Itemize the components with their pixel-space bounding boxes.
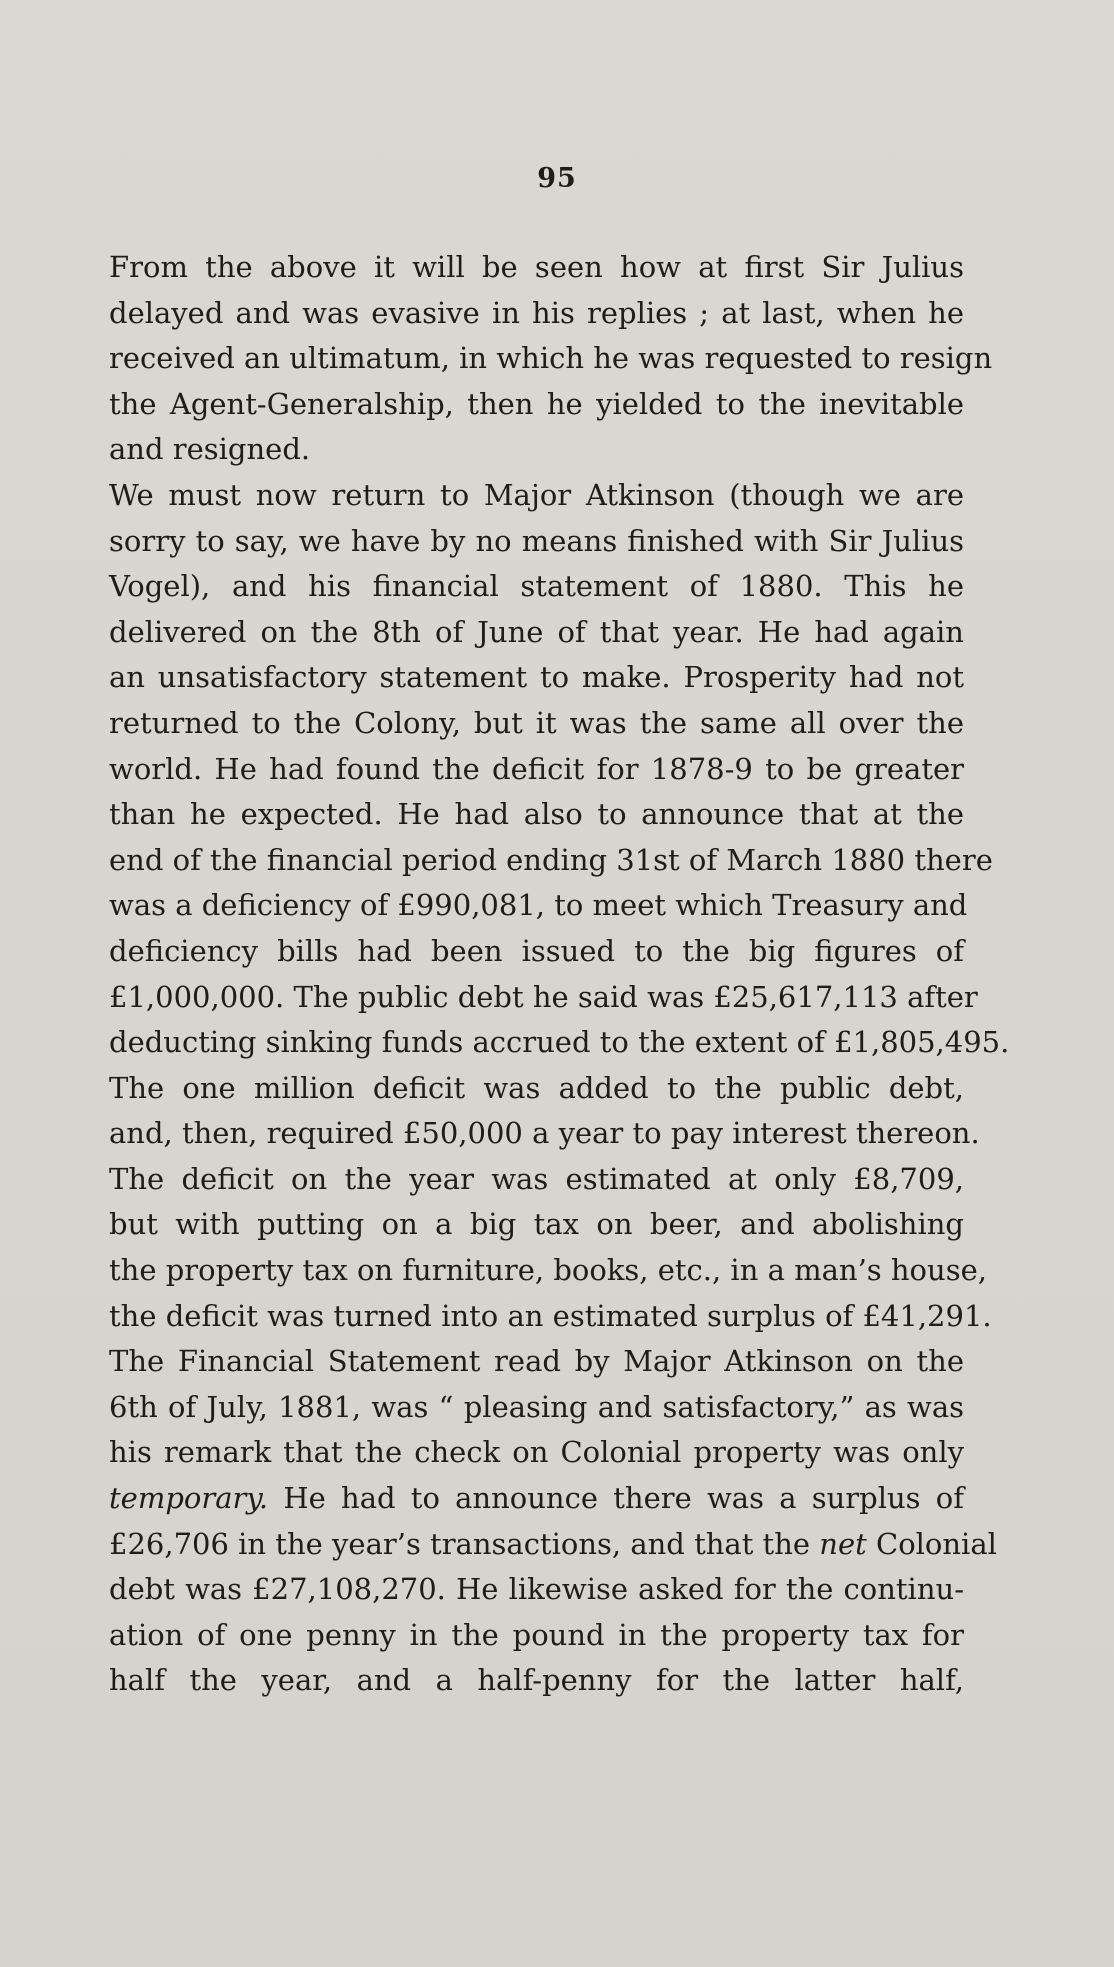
text-line: debt was £27,108,270. He likewise asked for the continu- (109, 1572, 964, 1607)
text-line-italic-start (109, 1476, 964, 1522)
italic-word: temporary. (109, 1481, 269, 1516)
text-line: Vogel), and his financial statement of 1880. This he (109, 569, 964, 604)
text-line: sorry to say, we have by no means finished with Sir Julius (109, 523, 964, 558)
text-line: deficiency bills had been issued to the big figures of (109, 933, 964, 968)
text-line: and, then, required £50,000 a year to pay interest thereon. (109, 1116, 980, 1151)
text-line: £1,000,000. The public debt he said was £25,617,113 after (109, 979, 978, 1014)
body-text (109, 245, 1010, 1704)
text-line: The deficit on the year was estimated at only £8,709, (109, 1161, 964, 1196)
page-number: 95 (537, 163, 577, 194)
text-line: and resigned. (109, 432, 311, 467)
text-line: returned to the Colony, but it was the same all over the (109, 705, 964, 740)
paragraph-3 (109, 1339, 997, 1704)
text-line: received an ultimatum, in which he was requested to resign (109, 341, 993, 376)
text-line: ation of one penny in the pound in the property tax for (109, 1617, 964, 1652)
text-line: an unsatisfactory statement to make. Prosperity had not (109, 660, 964, 695)
italic-word: net (819, 1526, 867, 1561)
text-line: delivered on the 8th of June of that year. He had again (109, 614, 964, 649)
text-line: The Financial Statement read by Major Atkinson on the (109, 1344, 964, 1379)
text-line: than he expected. He had also to announce that at the (109, 797, 964, 832)
line-before: £26,706 in the year’s transactions, and that the (109, 1526, 820, 1561)
text-line: delayed and was evasive in his replies ; at last, when he (109, 295, 964, 330)
paragraph-2 (109, 473, 1010, 1339)
text-line: 6th of July, 1881, was “ pleasing and satisfactory,” as was (109, 1389, 964, 1424)
text-line: The one million deficit was added to the public debt, (109, 1070, 964, 1105)
text-line: was a deficiency of £990,081, to meet which Treasury and (109, 888, 968, 923)
text-line: but with putting on a big tax on beer, and abolishing (109, 1207, 964, 1242)
text-line: world. He had found the deficit for 1878-9 to be greater (109, 751, 964, 786)
text-line: the Agent-Generalship, then he yielded to the inevitable (109, 386, 964, 421)
text-line: end of the financial period ending 31st of March 1880 there (109, 842, 993, 877)
paragraph-1 (109, 245, 993, 473)
text-line: From the above it will be seen how at first Sir Julius (109, 250, 964, 284)
text-line-net (109, 1522, 997, 1568)
text-line: his remark that the check on Colonial property was only (109, 1435, 964, 1470)
text-line: the property tax on furniture, books, etc., in a man’s house, (109, 1253, 987, 1288)
text-line: We must now return to Major Atkinson (though we are (109, 477, 964, 512)
text-line: deducting sinking funds accrued to the extent of £1,805,495. (109, 1025, 1010, 1060)
text-line: the deficit was turned into an estimated surplus of £41,291. (109, 1298, 992, 1333)
line-after: Colonial (866, 1526, 997, 1561)
text-line: half the year, and a half-penny for the latter half, (109, 1663, 964, 1698)
line-remainder: He had to announce there was a surplus of (268, 1481, 964, 1516)
